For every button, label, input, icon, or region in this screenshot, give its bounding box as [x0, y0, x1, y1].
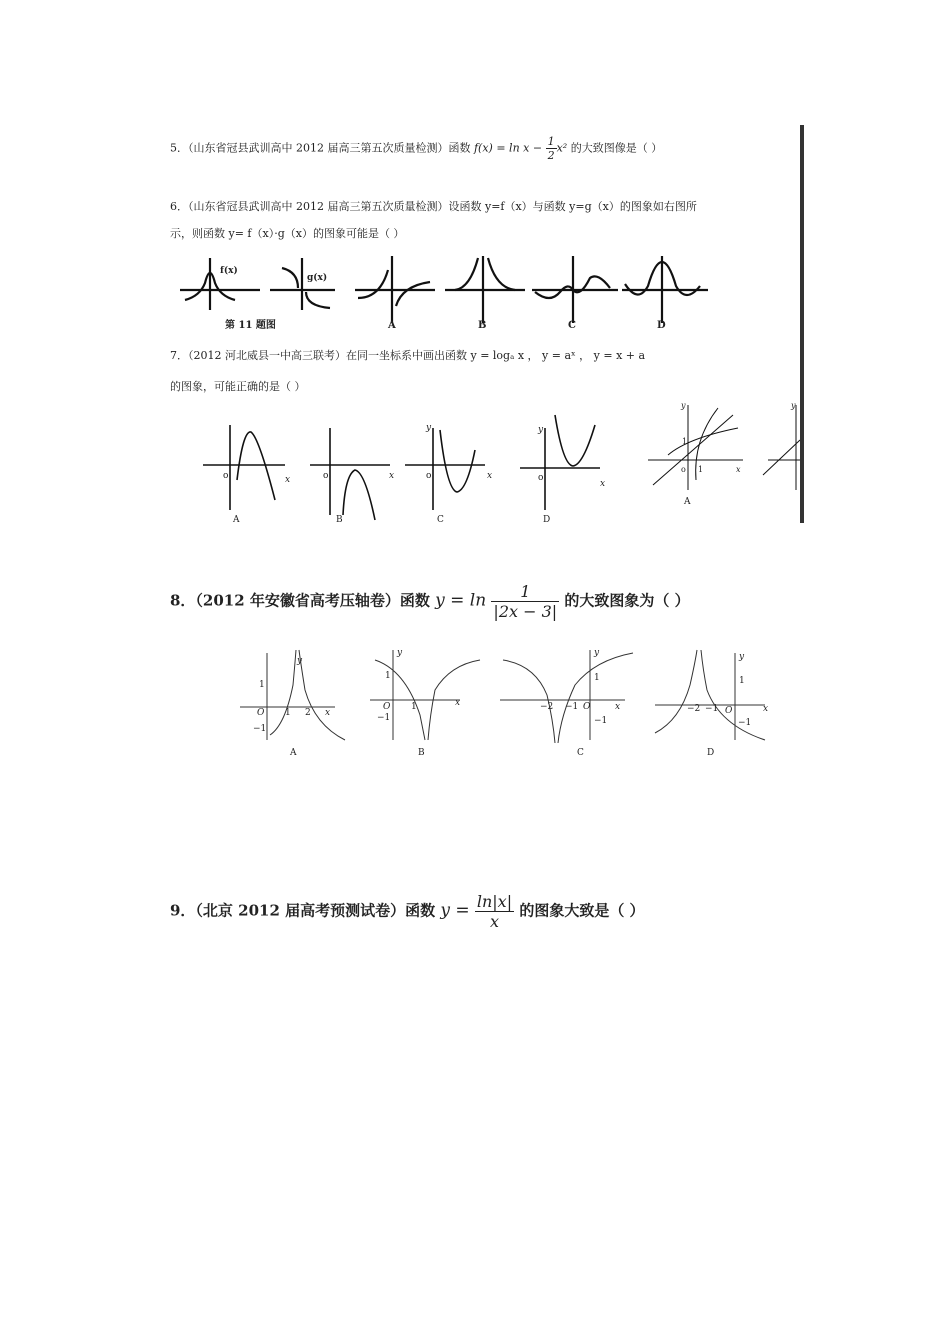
- q8-label-a: A: [290, 748, 297, 758]
- q6-option-b-graph: [445, 256, 525, 323]
- q8-fraction: [491, 582, 559, 621]
- q9-text: 9．（北京 2012 届高考预测试卷）函数: [170, 901, 441, 920]
- q5-frac-num: 1: [547, 135, 555, 148]
- q9-suffix: 的图象大致是（ ）: [514, 901, 645, 920]
- q6-label-c: C: [568, 320, 576, 331]
- q6-label-a: A: [388, 320, 396, 331]
- q8a-x: x: [325, 708, 331, 718]
- q6-option-c-graph: [532, 256, 618, 323]
- q7-b-origin: o: [323, 471, 329, 481]
- q7-d-y: y: [538, 425, 544, 435]
- question-7-line-2: 的图象，可能正确的是（ ）: [170, 380, 306, 393]
- q7-a-origin: o: [223, 471, 229, 481]
- q7-option-a-graph: [203, 425, 285, 510]
- q7-side2-y: y: [791, 401, 796, 410]
- q7-d-origin: o: [538, 473, 544, 483]
- q8c-y: y: [594, 648, 600, 658]
- q7-side-x: x: [736, 465, 741, 474]
- q8a-o: O: [257, 708, 265, 718]
- q8d-m2: −2: [687, 704, 701, 714]
- q5-formula-tail: x²: [556, 141, 568, 155]
- q8d-ym1: −1: [738, 718, 752, 728]
- q7-side-origin: o: [681, 465, 686, 474]
- question-6-line-2: 示，则函数 y= f（x）·g（x）的图象可能是（ ）: [170, 227, 405, 240]
- q5-suffix: 的大致图像是（ ）: [567, 141, 663, 155]
- q6-label-d: D: [657, 320, 666, 331]
- q9-frac-num: ln|x|: [476, 892, 513, 911]
- q7-b-x: x: [389, 471, 395, 481]
- q8b-y: y: [397, 648, 403, 658]
- question-5: [170, 135, 662, 162]
- q7-side-figure: [648, 400, 800, 510]
- q6-given-graph: [180, 258, 335, 310]
- q8d-m1: −1: [705, 704, 719, 714]
- question-7-line-1: 7．（2012 河北威县一中高三联考）在同一坐标系中画出函数 y = logₐ x ， y = aˣ ， y = x + a: [170, 349, 646, 362]
- question-9: [170, 892, 645, 931]
- q9-formula: y =: [440, 900, 470, 921]
- q7-c-y: y: [426, 423, 432, 433]
- q8-option-b-graph: [370, 650, 480, 740]
- q8-label-b: B: [418, 748, 425, 758]
- q7-a-x: x: [285, 475, 291, 485]
- q7-side-y: y: [681, 401, 686, 410]
- q5-fraction: [546, 135, 557, 162]
- q7-side-one-x: 1: [698, 465, 704, 474]
- q8-label-d: D: [707, 748, 715, 758]
- q8-label-c: C: [577, 748, 584, 758]
- q6-option-d-graph: [622, 256, 708, 323]
- q8a-x1: 1: [285, 708, 291, 718]
- q7-label-c: C: [437, 515, 444, 525]
- q8a-1: 1: [259, 680, 265, 690]
- q7-d-x: x: [600, 479, 606, 489]
- q8a-y: y: [297, 656, 303, 666]
- q8-suffix: 的大致图象为（ ）: [559, 591, 690, 610]
- q8d-x: x: [763, 704, 769, 714]
- q8-text: 8．（2012 年安徽省高考压轴卷）函数: [170, 591, 436, 610]
- q8b-x1: 1: [411, 702, 417, 712]
- page-edge-bar: [800, 125, 804, 523]
- q8c-1: 1: [594, 673, 600, 683]
- q7-side-one-y: 1: [682, 437, 688, 446]
- q8c-x: x: [615, 702, 621, 712]
- q8c-ym1: −1: [594, 716, 608, 726]
- q7-figures: [195, 420, 615, 530]
- question-6-line-1: 6．（山东省冠县武训高中 2012 届高三第五次质量检测）设函数 y=f（x）与函数 y=g（x）的图象如右图所: [170, 200, 697, 213]
- q6-fig-caption: 第 11 题图: [225, 320, 276, 331]
- q8c-o: O: [583, 702, 591, 712]
- q7-label-d: D: [543, 515, 551, 525]
- q8-frac-num: 1: [491, 582, 559, 602]
- q8d-y: y: [739, 652, 745, 662]
- q7-label-a: A: [233, 515, 240, 525]
- q7-option-b-graph: [310, 428, 390, 520]
- q6-option-a-graph: [355, 256, 435, 323]
- q7-label-b: B: [336, 515, 343, 525]
- q8d-1: 1: [739, 676, 745, 686]
- q8a-x2: 2: [305, 708, 311, 718]
- q8c-m1: −1: [565, 702, 579, 712]
- q8b-m1: −1: [377, 713, 391, 723]
- q6-g-label: g(x): [307, 273, 328, 283]
- q5-frac-den: 2: [547, 149, 555, 162]
- q8-figures: [235, 645, 775, 760]
- q9-frac-den: x: [489, 912, 499, 931]
- q7-side-label: A: [684, 497, 691, 507]
- q7-c-x: x: [487, 471, 493, 481]
- q9-fraction: [475, 892, 514, 931]
- question-8: [170, 582, 690, 621]
- q8-formula: y = ln: [435, 590, 487, 611]
- q8-option-c-graph: [500, 650, 633, 743]
- q8b-o: O: [383, 702, 391, 712]
- q8a-m1: −1: [253, 724, 267, 734]
- q7-option-d-graph: [520, 415, 600, 510]
- q6-label-b: B: [478, 320, 487, 331]
- q5-text: 5．（山东省冠县武训高中 2012 届高三第五次质量检测）函数: [170, 141, 474, 155]
- q8c-m2: −2: [540, 702, 554, 712]
- q8b-1: 1: [385, 671, 391, 681]
- q5-formula: f(x) = ln x −: [473, 141, 543, 155]
- q6-figure-strip: [170, 248, 715, 333]
- q8d-o: O: [725, 706, 733, 716]
- q8b-x: x: [455, 698, 461, 708]
- q7-option-c-graph: [405, 428, 485, 510]
- q8-frac-den: |2x − 3|: [493, 602, 558, 621]
- q7-c-origin: o: [426, 471, 432, 481]
- q6-f-label: f(x): [220, 266, 238, 276]
